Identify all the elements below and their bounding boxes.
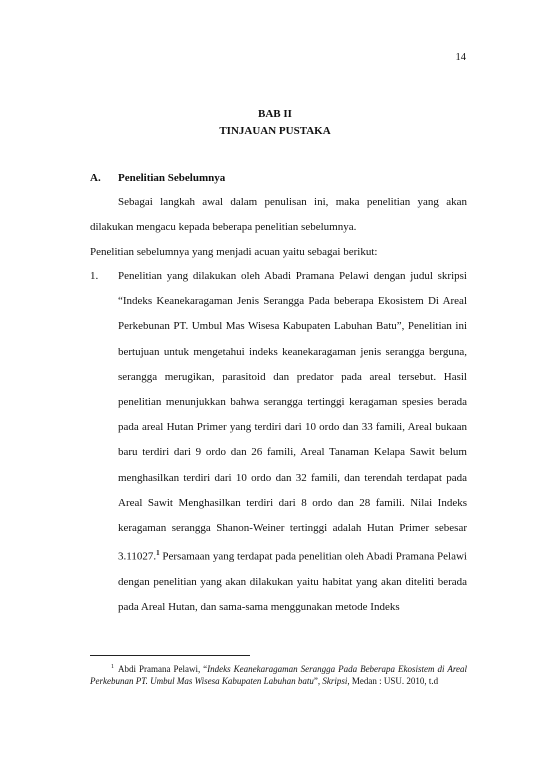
section-heading <box>90 172 225 184</box>
chapter-label: BAB II <box>258 108 292 120</box>
chapter-title: TINJAUAN PUSTAKA <box>219 125 331 137</box>
intro-text: Sebagai langkah awal dalam penulisan ini, maka penelitian yang akan dilakukan mengacu kepada beberapa penelitian sebelumnya. <box>90 196 467 234</box>
list-item-body <box>118 264 467 621</box>
footnote-divider <box>90 655 250 656</box>
section-title: Penelitian Sebelumnya <box>118 172 226 184</box>
intro-paragraph <box>90 190 467 240</box>
list-item-text: Penelitian yang dilakukan oleh Abadi Pramana Pelawi dengan judul skripsi “Indeks Keanekaragaman Jenis Serangga Pada beberapa Ekosistem Di Areal Perkebunan PT. Umbul Mas Wisesa Kabupaten Labuhan Batu”, Penelitian ini bertujuan untuk mengetahui indeks keanekaragaman jenis serangga berguna, serangga merugikan, parasitoid dan predator pada areal tersebut. Hasil penelitian menunjukkan bahwa serangga tertinggi keragaman spesies berada pada areal Hutan Primer yang terdiri dari 10 ordo dan 33 famili, Areal bukaan baru terdiri dari 9 ordo dan 26 famili, Areal Tanaman Kelapa Sawit belum menghasilkan terdiri dari 10 ordo dan 32 famili, dan terendah terdapat pada Areal Sawit Menghasilkan terdiri dari 8 ordo dan 28 famili. Nilai Indeks keragaman serangga Shanon-Weiner tertinggi adalah Hutan Primer sebesar 3.11027. <box>118 270 467 563</box>
page-number: 14 <box>455 52 466 63</box>
footnote-publisher: , Medan : USU. 2010, t.d <box>347 676 439 686</box>
footnote-reference[interactable]: 1 <box>156 549 160 558</box>
section-letter: A. <box>90 172 101 184</box>
footnote-marker: 1 <box>111 664 114 670</box>
list-item-text-continued: Persamaan yang terdapat pada penelitian oleh Abadi Pramana Pelawi dengan penelitian yang akan dilakukan yaitu habitat yang akan diteliti berada pada Areal Hutan, dan sama-sama menggunakan metode Indeks <box>118 550 467 614</box>
prior-research-list <box>90 264 467 621</box>
footnote-indent <box>90 661 118 675</box>
footnote <box>90 661 467 687</box>
footnote-author: Abdi Pramana Pelawi, “ <box>118 664 208 674</box>
list-item <box>90 264 467 621</box>
list-item-number: 1. <box>90 270 99 282</box>
lead-paragraph: Penelitian sebelumnya yang menjadi acuan yaitu sebagai berikut: <box>90 246 378 258</box>
footnote-type: Skripsi <box>322 676 348 686</box>
footnote-separator: ”, <box>313 676 323 686</box>
footnote-title: Indeks Keanekaragaman Serangga Pada Beberapa Ekosistem di Areal Perkebunan PT. Umbul Mas Wisesa Kabupaten Labuhan batu <box>90 664 467 686</box>
